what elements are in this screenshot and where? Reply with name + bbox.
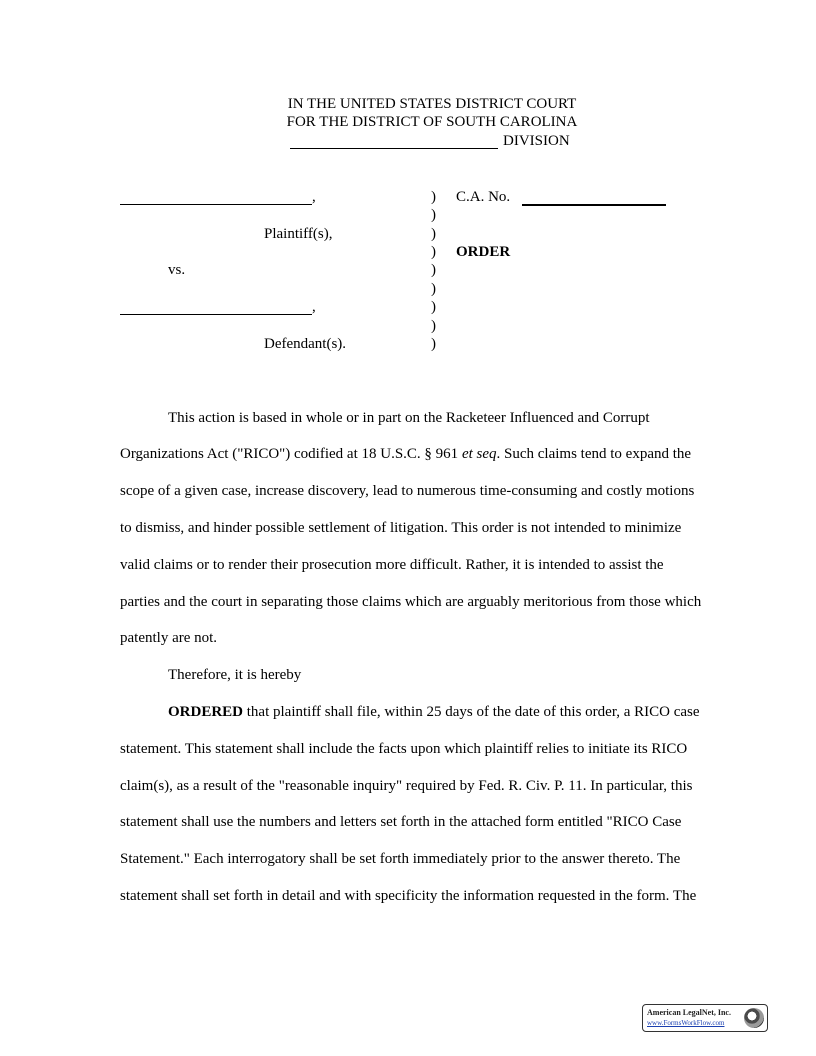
body-line: parties and the court in separating those claims which are arguably meritorious from those which <box>120 594 702 610</box>
badge-company-name: American LegalNet, Inc. <box>647 1008 731 1017</box>
body-line <box>120 446 691 463</box>
defendant-name-line[interactable] <box>120 314 312 315</box>
caption-paren: ) <box>431 281 436 297</box>
forms-workflow-badge[interactable] <box>642 1004 768 1032</box>
body-text: . Such claims tend to expand the <box>496 446 692 462</box>
plaintiff-comma: , <box>312 189 316 205</box>
caption-paren: ) <box>431 262 436 278</box>
body-line: scope of a given case, increase discovery, lead to numerous time-consuming and costly motions <box>120 483 695 499</box>
body-text: that plaintiff shall file, within 25 days of the date of this order, a RICO case <box>243 704 700 720</box>
court-heading-line1: IN THE UNITED STATES DISTRICT COURT <box>287 96 577 112</box>
ca-no-line[interactable] <box>522 204 666 206</box>
order-title: ORDER <box>456 244 511 260</box>
body-line: This action is based in whole or in part on the Racketeer Influenced and Corrupt <box>168 410 650 426</box>
plaintiff-name-line[interactable] <box>120 204 312 205</box>
caption-paren: ) <box>431 207 436 223</box>
body-line: to dismiss, and hinder possible settlement of litigation. This order is not intended to minimize <box>120 520 682 536</box>
caption-paren: ) <box>431 318 436 334</box>
court-heading-line2: FOR THE DISTRICT OF SOUTH CAROLINA <box>286 114 578 130</box>
body-line: valid claims or to render their prosecution more difficult. Rather, it is intended to assist the <box>120 557 664 573</box>
body-line: Statement." Each interrogatory shall be set forth immediately prior to the answer thereto. The <box>120 851 681 867</box>
body-line <box>168 704 700 721</box>
defendant-comma: , <box>312 299 316 315</box>
caption-paren: ) <box>431 244 436 260</box>
body-text: Organizations Act ("RICO") codified at 18 U.S.C. § 961 <box>120 446 462 462</box>
vs-label: vs. <box>168 262 186 278</box>
ca-no-label: C.A. No. <box>456 189 511 205</box>
body-line: Therefore, it is hereby <box>168 667 302 683</box>
division-label: DIVISION <box>503 133 570 149</box>
division-blank-line[interactable] <box>290 148 498 149</box>
caption-paren: ) <box>431 189 436 205</box>
body-italic-text: et seq <box>461 446 497 462</box>
caption-paren: ) <box>431 336 436 352</box>
body-line: statement shall set forth in detail and with specificity the information requested in the form. The <box>120 888 697 904</box>
body-line: statement. This statement shall include the facts upon which plaintiff relies to initiate its RICO <box>120 741 688 757</box>
badge-url-link[interactable]: www.FormsWorkFlow.com <box>647 1019 725 1027</box>
globe-icon <box>744 1008 764 1028</box>
body-line: patently are not. <box>120 630 218 646</box>
ordered-bold: ORDERED <box>168 704 244 720</box>
defendant-label: Defendant(s). <box>264 336 347 352</box>
body-line: claim(s), as a result of the "reasonable inquiry" required by Fed. R. Civ. P. 11. In particular, this <box>120 778 693 794</box>
caption-paren: ) <box>431 299 436 315</box>
caption-paren: ) <box>431 226 436 242</box>
plaintiff-label: Plaintiff(s), <box>264 226 333 242</box>
body-line: statement shall use the numbers and letters set forth in the attached form entitled "RICO Case <box>120 814 682 830</box>
